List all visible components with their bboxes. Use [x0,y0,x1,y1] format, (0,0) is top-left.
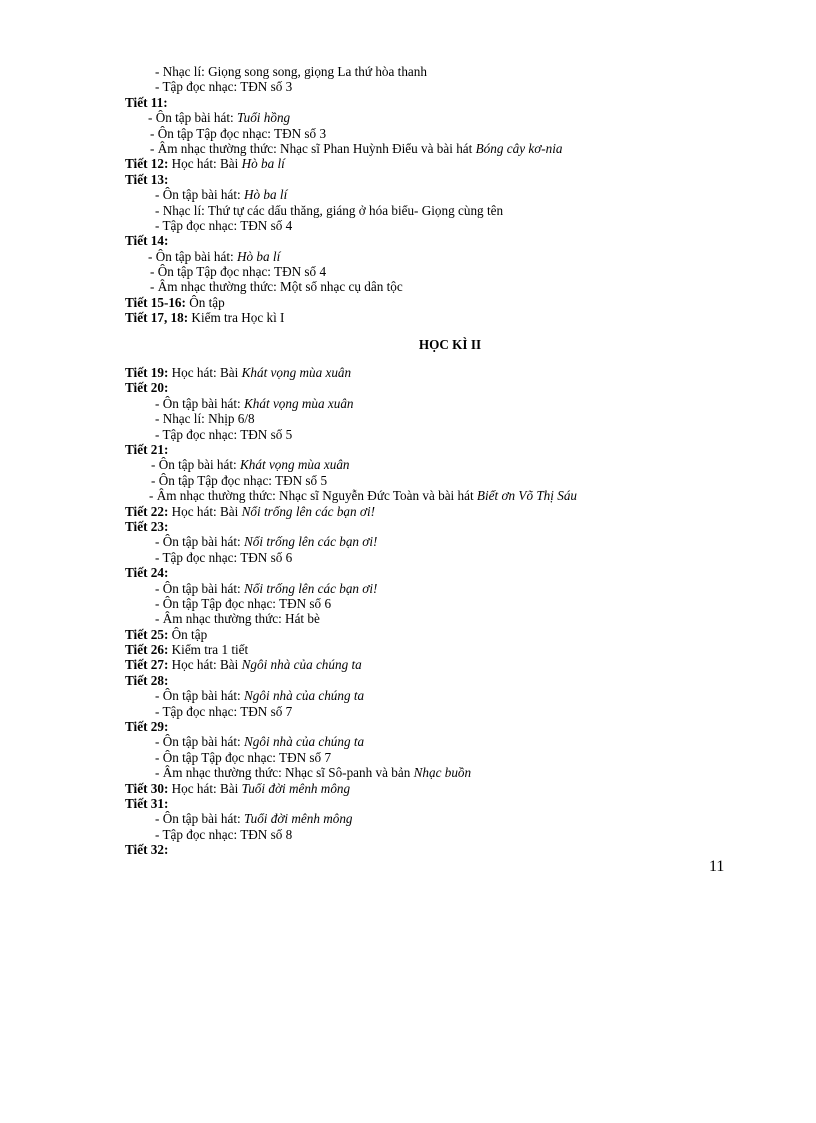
document-body [125,64,745,858]
lesson-text: Học hát: Bài [168,156,242,172]
lesson-text: - Nhạc lí: Nhịp 6/8 [155,411,255,427]
lesson-item [125,611,745,626]
lesson-item [125,688,745,703]
song-title: Khát vọng mùa xuân [244,395,354,411]
lesson-text: Học hát: Bài [168,365,242,381]
lesson-text: - Ôn tập bài hát: [155,811,244,827]
song-title: Khát vọng mùa xuân [241,365,352,381]
lesson-text: - Ôn tập Tập đọc nhạc: TĐN số 3 [150,125,327,141]
lesson-label: Tiết 25: [125,626,169,642]
lesson-heading [125,380,745,395]
lesson-text: - Âm nhạc thường thức: Nhạc sĩ Sô-panh và bản [155,765,414,781]
lesson-label: Tiết 24: [125,565,169,581]
lesson-item [125,218,745,233]
lesson-label: Tiết 22: [125,503,169,519]
song-title: Khát vọng mùa xuân [240,457,350,473]
lesson-item [125,411,745,426]
lesson-label: Tiết 13: [125,171,169,187]
lesson-heading [125,657,745,672]
lesson-text: Học hát: Bài [168,503,242,519]
lesson-text: - Tập đọc nhạc: TĐN số 3 [155,79,293,95]
lesson-item [125,110,745,125]
lesson-item [125,203,745,218]
song-title: Ngôi nhà của chúng ta [244,688,365,704]
lesson-text: - Ôn tập bài hát: [155,395,244,411]
lesson-item [125,765,745,780]
lesson-item [125,187,745,202]
lesson-heading [125,519,745,534]
lesson-item [125,581,745,596]
lesson-text: - Ôn tập bài hát: [148,248,237,264]
lesson-heading [125,842,745,857]
lesson-text: - Ôn tập Tập đọc nhạc: TĐN số 4 [150,264,327,280]
lesson-text: - Ôn tập bài hát: [151,457,240,473]
song-title: Bóng cây kơ-nia [475,140,563,156]
lesson-item [125,396,745,411]
lesson-heading [125,565,745,580]
lesson-text: - Ôn tập bài hát: [148,110,237,126]
song-title: Ngôi nhà của chúng ta [244,734,365,750]
lesson-item [125,249,745,264]
lesson-text: Ôn tập [168,626,208,642]
lesson-heading [125,719,745,734]
lesson-text: Học hát: Bài [168,780,242,796]
song-title: Hò ba lí [241,156,285,172]
song-title: Nhạc buồn [413,765,472,781]
lesson-text: - Ôn tập bài hát: [155,580,244,596]
lesson-text: - Ôn tập bài hát: [155,688,244,704]
page-number: 11 [709,858,725,875]
lesson-heading [125,295,745,310]
lesson-item [125,488,745,503]
lesson-label: Tiết 15-16: [125,294,186,310]
song-title: Tuổi hồng [237,110,291,126]
song-title: Biết ơn Võ Thị Sáu [476,488,578,504]
lesson-label: Tiết 12: [125,156,169,172]
lesson-label: Tiết 28: [125,672,169,688]
lesson-text: - Ôn tập bài hát: [155,734,244,750]
lesson-item [125,596,745,611]
song-title: Nổi trống lên các bạn ơi! [244,580,378,596]
lesson-label: Tiết 23: [125,518,169,534]
lesson-text: - Ôn tập Tập đọc nhạc: TĐN số 5 [151,472,328,488]
lesson-label: Tiết 30: [125,780,169,796]
lesson-heading [125,233,745,248]
lesson-item [125,473,745,488]
lesson-item [125,279,745,294]
lesson-text: - Âm nhạc thường thức: Một số nhạc cụ dân tộc [150,279,403,295]
lesson-text: - Tập đọc nhạc: TĐN số 7 [155,703,293,719]
lesson-item [125,734,745,749]
lesson-label: Tiết 29: [125,719,169,735]
lesson-heading [125,796,745,811]
lesson-label: Tiết 31: [125,795,169,811]
lesson-label: Tiết 21: [125,442,169,457]
song-title: Nổi trống lên các bạn ơi! [244,534,378,550]
song-title: Hò ba lí [237,248,281,264]
lesson-label: Tiết 32: [125,842,169,858]
lesson-text: - Tập đọc nhạc: TĐN số 5 [155,426,293,442]
lesson-heading [125,504,745,519]
lesson-item [125,811,745,826]
lesson-item [125,79,745,94]
lesson-item [125,427,745,442]
lesson-heading [125,627,745,642]
lesson-text: - Âm nhạc thường thức: Hát bè [155,611,320,627]
lesson-text: - Ôn tập bài hát: [155,534,244,550]
lesson-label: Tiết 14: [125,233,169,249]
lesson-heading [125,673,745,688]
lesson-label: Tiết 20: [125,380,169,396]
lesson-text: - Âm nhạc thường thức: Nhạc sĩ Nguyễn Đức Toàn và bài hát [149,488,477,504]
lesson-text: Kiểm tra 1 tiết [168,642,249,658]
lesson-text: - Tập đọc nhạc: TĐN số 8 [155,826,293,842]
lesson-text: Kiểm tra Học kì I [188,310,285,326]
lesson-text: - Ôn tập Tập đọc nhạc: TĐN số 6 [155,595,332,611]
lesson-heading [125,365,745,380]
lesson-heading [125,95,745,110]
song-title: Tuổi đời mênh mông [241,780,351,796]
lesson-item [125,750,745,765]
lesson-text: - Nhạc lí: Thứ tự các dấu thăng, giáng ở hóa biểu- Giọng cùng tên [155,202,504,218]
lesson-heading [125,310,745,325]
lesson-heading [125,156,745,171]
song-title: Ngôi nhà của chúng ta [241,657,362,673]
lesson-item [125,141,745,156]
lesson-label: Tiết 11: [125,94,168,110]
lesson-heading [125,442,745,457]
lesson-text: - Ôn tập Tập đọc nhạc: TĐN số 7 [155,749,332,765]
song-title: Hò ba lí [244,187,288,203]
lesson-label: Tiết 17, 18: [125,310,189,326]
song-title: Tuổi đời mênh mông [244,811,353,827]
lesson-text: - Tập đọc nhạc: TĐN số 6 [155,549,293,565]
lesson-item [125,550,745,565]
lesson-item [125,264,745,279]
lesson-item [125,126,745,141]
lesson-label: Tiết 19: [125,365,169,381]
lesson-text: - Nhạc lí: Giọng song song, giọng La thứ hòa thanh [155,64,427,79]
lesson-heading [125,172,745,187]
lesson-label: Tiết 27: [125,657,169,673]
lesson-item [125,64,745,79]
lesson-heading [125,642,745,657]
song-title: Nổi trống lên các bạn ơi! [241,503,375,519]
lesson-item [125,704,745,719]
lesson-text: - Tập đọc nhạc: TĐN số 4 [155,217,293,233]
lesson-text: - Ôn tập bài hát: [155,187,244,203]
lesson-text: Học hát: Bài [168,657,242,673]
lesson-item [125,827,745,842]
lesson-item [125,457,745,472]
lesson-heading [125,781,745,796]
lesson-text: Ôn tập [185,294,225,310]
lesson-text: - Âm nhạc thường thức: Nhạc sĩ Phan Huỳnh Điểu và bài hát [150,140,476,156]
section-title: HỌC KÌ II [418,336,482,352]
lesson-label: Tiết 26: [125,642,169,658]
lesson-item [125,534,745,549]
